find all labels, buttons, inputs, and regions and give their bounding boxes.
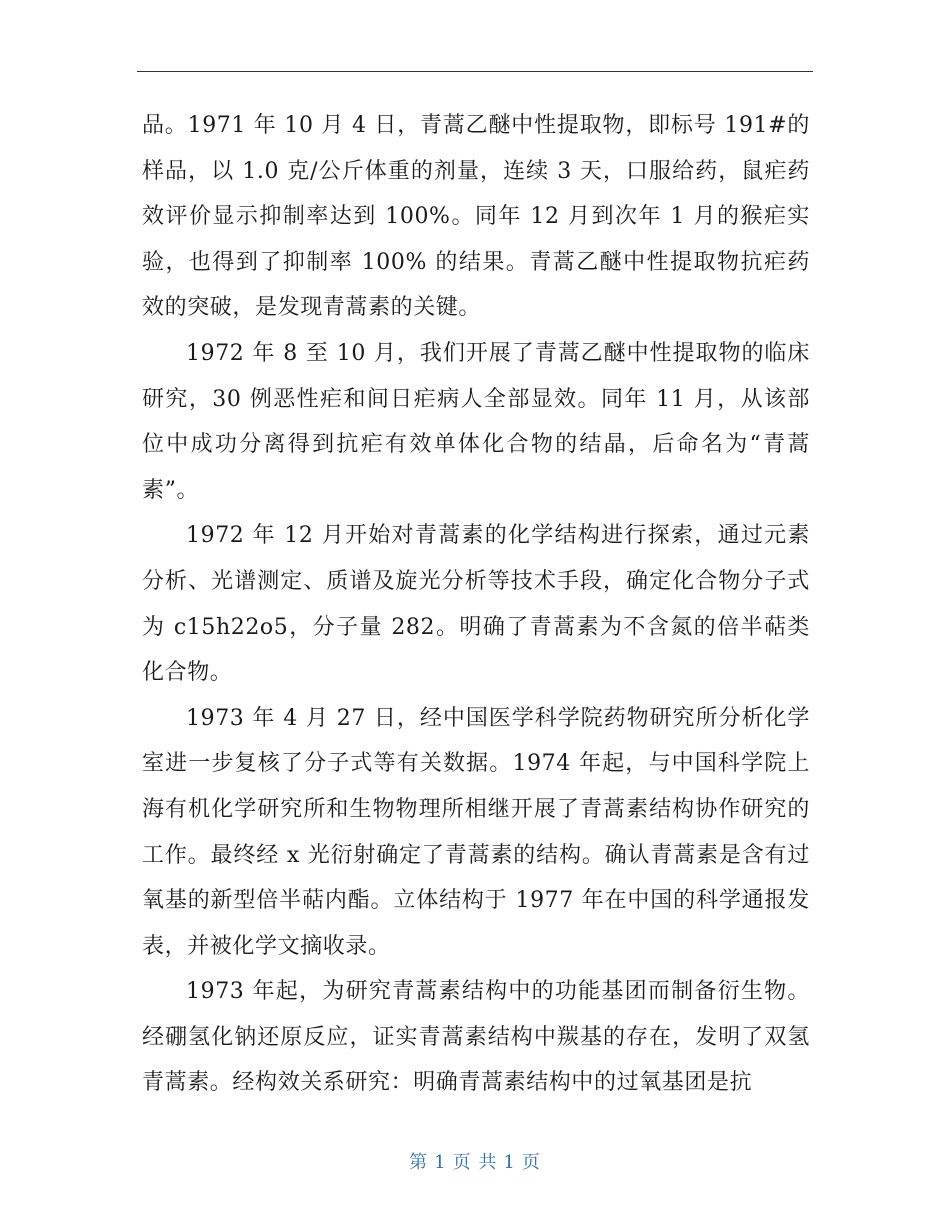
footer-suffix: 页 (521, 1152, 541, 1173)
header-rule (137, 71, 813, 72)
footer-page-number: 1 (434, 1152, 447, 1173)
paragraph-4: 1973 年 4 月 27 日，经中国医学科学院药物研究所分析化学室进一步复核了分子式等有关数据。1974 年起，与中国科学院上海有机化学研究所和生物物理所相继开展了青蒿素结构协作研究的工作。最终经 x 光衍射确定了青蒿素的结构。确认青蒿素是含有过氧基的新型倍半萜内酯。立体结构于 1977 年在中国的科学通报发表，并被化学文摘收录。 (142, 705, 810, 959)
paragraph-5: 1973 年起，为研究青蒿素结构中的功能基团而制备衍生物。经硼氢化钠还原反应，证实青蒿素结构中羰基的存在，发明了双氢青蒿素。经构效关系研究：明确青蒿素结构中的过氧基团是抗 (142, 979, 810, 1096)
page-footer (0, 1148, 950, 1174)
paragraph-1: 品。1971 年 10 月 4 日，青蒿乙醚中性提取物，即标号 191#的样品，以 1.0 克/公斤体重的剂量，连续 3 天，口服给药，鼠疟药效评价显示抑制率达到 100%。同年 12 月到次年 1 月的猴疟实验，也得到了抑制率 100% 的结果。青蒿乙醚中性提取物抗疟药效的突破，是发现青蒿素的关键。 (142, 113, 810, 321)
footer-middle: 页 共 (452, 1152, 498, 1173)
footer-total-pages: 1 (503, 1152, 516, 1173)
body-text (142, 103, 810, 1106)
paragraph-2: 1972 年 8 至 10 月，我们开展了青蒿乙醚中性提取物的临床研究，30 例恶性疟和间日疟病人全部显效。同年 11 月，从该部位中成功分离得到抗疟有效单体化合物的结晶，后命名为“青蒿素”。 (142, 340, 810, 503)
footer-prefix: 第 (409, 1152, 429, 1173)
paragraph-3: 1972 年 12 月开始对青蒿素的化学结构进行探索，通过元素分析、光谱测定、质谱及旋光分析等技术手段，确定化合物分子式为 c15h22o5，分子量 282。明确了青蒿素为不含氮的倍半萜类化合物。 (142, 523, 810, 686)
